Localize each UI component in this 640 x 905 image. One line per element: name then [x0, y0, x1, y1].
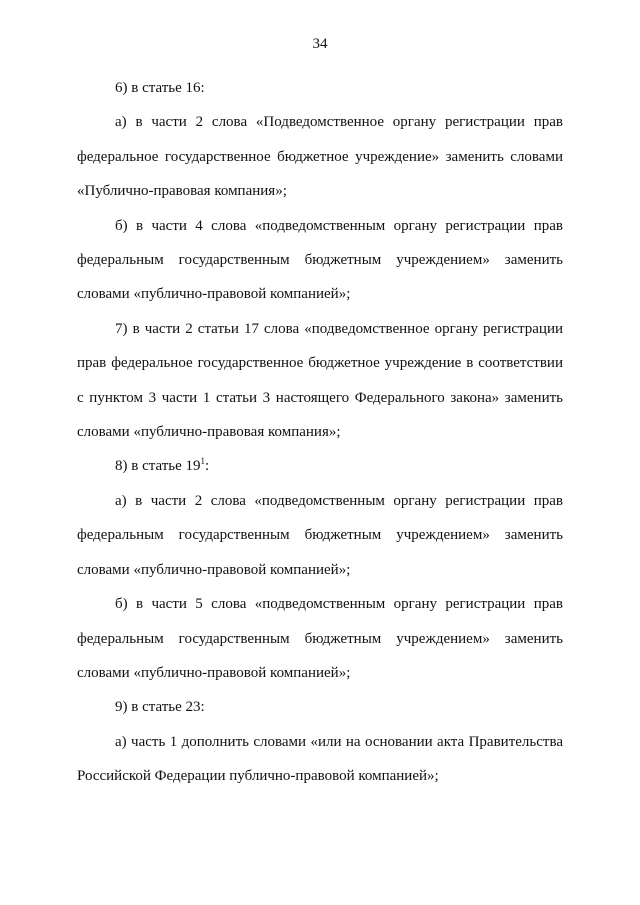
page-number: 34 [312, 36, 328, 52]
paragraph-article-17-part-2: 7) в части 2 статьи 17 слова «подведомственное органу регистрации прав федеральное государственное бюджетное учреждение в соответствии с пунктом 3 части 1 статьи 3 настоящего Федерального закона» заменить словами «публично-правовая компания»; [77, 320, 563, 441]
article-19-prefix: 8) в статье 19 [115, 458, 201, 475]
paragraph-article-16-heading: 6) в статье 16: [115, 80, 205, 96]
paragraph-article-19-1-part-2: а) в части 2 слова «подведомственным органу регистрации прав федеральным государственным бюджетным учреждением» заменить словами «публично-правовой компанией»; [77, 492, 563, 578]
paragraph-article-19-1-part-5: б) в части 5 слова «подведомственным органу регистрации прав федеральным государственным бюджетным учреждением» заменить словами «публично-правовой компанией»; [77, 596, 563, 681]
paragraph-article-16-part-2: а) в части 2 слова «Подведомственное органу регистрации прав федеральное государственное бюджетное учреждение» заменить словами «Публично-правовая компания»; [77, 114, 563, 200]
document-body [77, 71, 563, 794]
paragraph-article-23-part-1: а) часть 1 дополнить словами «или на основании акта Правительства Российской Федерации публично-правовой компанией»; [77, 733, 563, 785]
paragraph-article-19-1-heading [77, 449, 563, 483]
article-19-suffix: : [205, 458, 210, 475]
article-19-superscript: 1 [200, 456, 206, 467]
paragraph-article-23-heading: 9) в статье 23: [115, 699, 205, 716]
paragraph-article-16-part-4: б) в части 4 слова «подведомственным органу регистрации прав федеральным государственным бюджетным учреждением» заменить словами «публично-правовой компанией»; [77, 217, 563, 303]
